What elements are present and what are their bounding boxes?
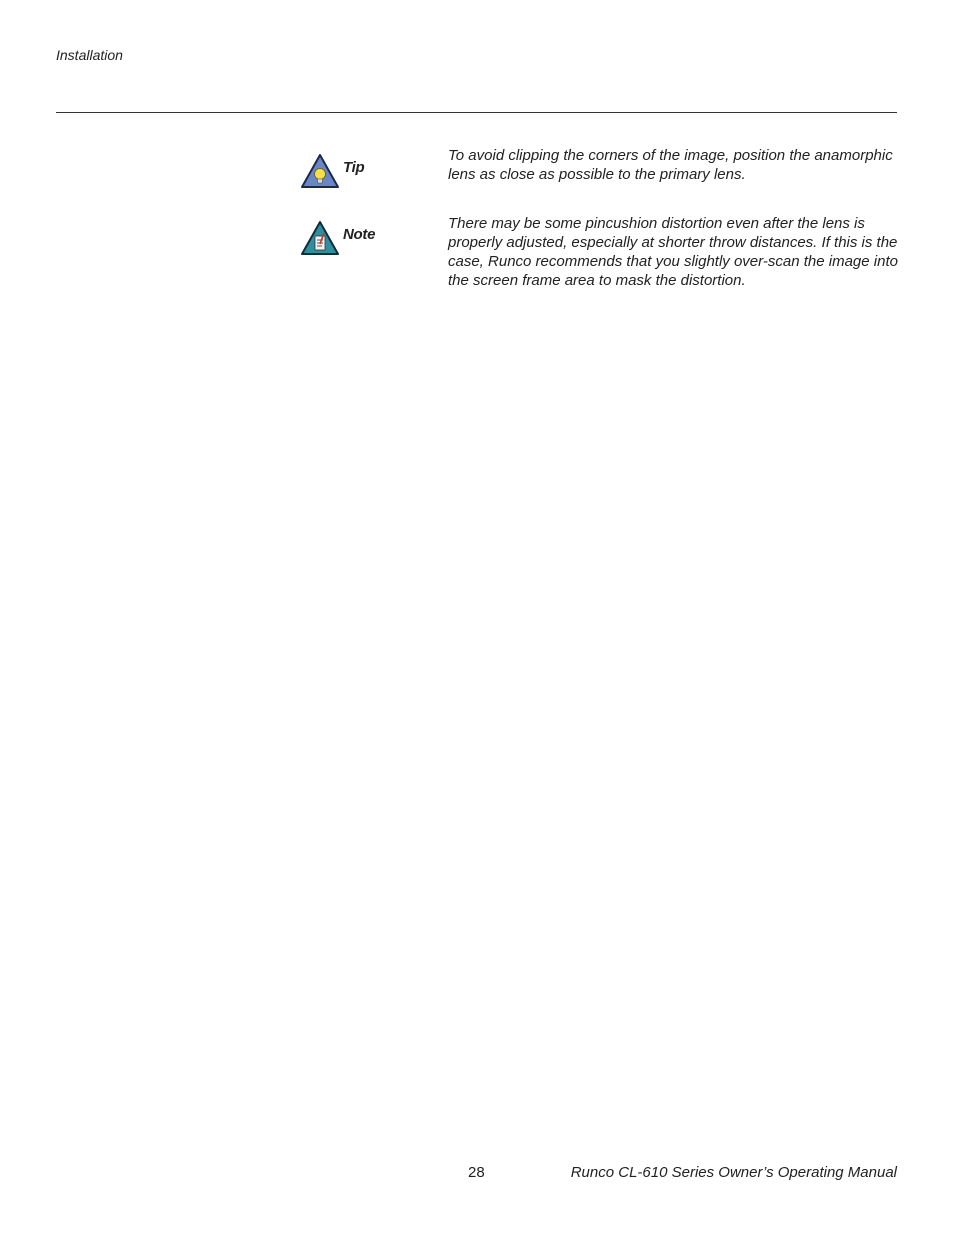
header-rule	[56, 112, 897, 113]
page-number: 28	[468, 1164, 485, 1181]
note-icon	[300, 220, 340, 256]
running-header: Installation	[56, 47, 123, 63]
tip-label: Tip	[343, 159, 365, 176]
note-label: Note	[343, 226, 376, 243]
manual-title: Runco CL-610 Series Owner’s Operating Manual	[570, 1164, 897, 1181]
note-text: There may be some pincushion distortion even after the lens is properly adjusted, especially at shorter throw distances. If this is the case, Runco recommends that you slightly over-scan the image into the screen frame area to mask the distortion.	[448, 215, 898, 289]
tip-text: To avoid clipping the corners of the image, position the anamorphic lens as close as possible to the primary lens.	[448, 147, 893, 183]
lightbulb-icon	[300, 153, 340, 189]
